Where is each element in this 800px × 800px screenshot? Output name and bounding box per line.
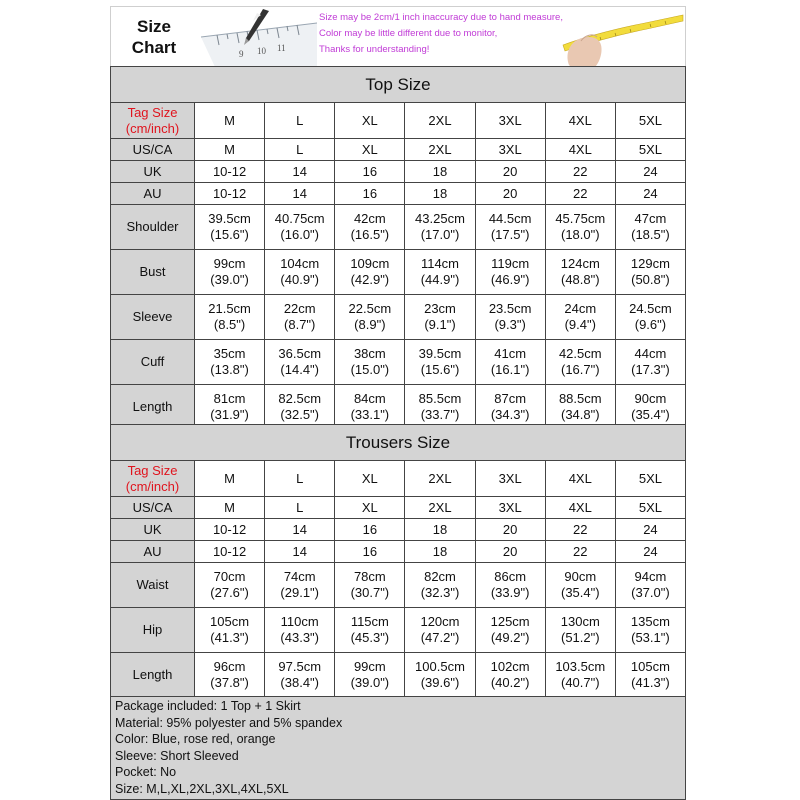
tag-size-label: Tag Size (cm/inch)	[111, 461, 195, 497]
size-value-cell: 40.75cm (16.0")	[265, 205, 335, 250]
size-value-cell: 96cm (37.8")	[195, 653, 265, 698]
size-value-cell: 16	[335, 183, 405, 205]
size-value-cell: 3XL	[475, 497, 545, 519]
size-value-cell: 20	[475, 161, 545, 183]
row-label: AU	[111, 541, 195, 563]
tag-size-label: Tag Size (cm/inch)	[111, 103, 195, 139]
size-chart-title	[111, 7, 197, 67]
size-value-cell: 23cm (9.1")	[405, 295, 475, 340]
measuring-tape-hand-illustration	[555, 7, 685, 67]
size-value-cell: 24	[615, 183, 685, 205]
size-value-cell: 114cm (44.9")	[405, 250, 475, 295]
size-value-cell: 22	[545, 541, 615, 563]
size-value-cell: 84cm (33.1")	[335, 385, 405, 430]
size-value-cell: 87cm (34.3")	[475, 385, 545, 430]
size-value-cell: 14	[265, 183, 335, 205]
size-value-cell: 20	[475, 183, 545, 205]
info-color: Color: Blue, rose red, orange	[115, 732, 276, 747]
size-value-cell: 105cm (41.3")	[615, 653, 685, 698]
size-chart-header	[110, 6, 686, 68]
size-value-cell: 16	[335, 519, 405, 541]
size-value-cell: 90cm (35.4")	[545, 563, 615, 608]
size-value-cell: 35cm (13.8")	[195, 340, 265, 385]
size-value-cell: M	[195, 139, 265, 161]
size-value-cell: 42.5cm (16.7")	[545, 340, 615, 385]
size-value-cell: 24cm (9.4")	[545, 295, 615, 340]
size-value-cell: 104cm (40.9")	[265, 250, 335, 295]
ruler-mark-9: 9	[239, 49, 244, 59]
info-sizes: Size: M,L,XL,2XL,3XL,4XL,5XL	[115, 781, 289, 796]
size-header-cell: XL	[335, 461, 405, 497]
size-value-cell: 18	[405, 519, 475, 541]
info-material: Material: 95% polyester and 5% spandex	[115, 715, 343, 730]
size-header-cell: M	[195, 461, 265, 497]
size-header-cell: 5XL	[615, 103, 685, 139]
size-header-cell: 3XL	[475, 461, 545, 497]
top-section-title: Top Size	[111, 67, 686, 103]
size-value-cell: 102cm (40.2")	[475, 653, 545, 698]
row-label: US/CA	[111, 139, 195, 161]
size-value-cell: 22	[545, 161, 615, 183]
size-value-cell: XL	[335, 139, 405, 161]
size-value-cell: 4XL	[545, 139, 615, 161]
size-value-cell: 16	[335, 161, 405, 183]
size-value-cell: 45.75cm (18.0")	[545, 205, 615, 250]
size-value-cell: 44cm (17.3")	[615, 340, 685, 385]
title-line-2: Chart	[131, 38, 177, 57]
size-value-cell: 18	[405, 541, 475, 563]
ruler-mark-10: 10	[257, 46, 266, 56]
size-value-cell: 82.5cm (32.5")	[265, 385, 335, 430]
size-value-cell: 10-12	[195, 519, 265, 541]
size-header-cell: 2XL	[405, 103, 475, 139]
size-header-cell: 3XL	[475, 103, 545, 139]
size-value-cell: 3XL	[475, 139, 545, 161]
size-value-cell: 110cm (43.3")	[265, 608, 335, 653]
size-value-cell: 90cm (35.4")	[615, 385, 685, 430]
title-line-1: Size	[136, 17, 172, 36]
trousers-section-title: Trousers Size	[111, 425, 686, 461]
size-value-cell: 129cm (50.8")	[615, 250, 685, 295]
size-header-cell: 2XL	[405, 461, 475, 497]
size-value-cell: 14	[265, 541, 335, 563]
size-value-cell: 125cm (49.2")	[475, 608, 545, 653]
row-label: UK	[111, 519, 195, 541]
size-value-cell: 105cm (41.3")	[195, 608, 265, 653]
size-value-cell: 115cm (45.3")	[335, 608, 405, 653]
size-value-cell: 23.5cm (9.3")	[475, 295, 545, 340]
size-header-cell: L	[265, 103, 335, 139]
row-label: Hip	[111, 608, 195, 653]
size-header-cell: 5XL	[615, 461, 685, 497]
size-value-cell: 21.5cm (8.5")	[195, 295, 265, 340]
size-value-cell: 20	[475, 519, 545, 541]
note-line: Thanks for understanding!	[319, 44, 430, 55]
size-value-cell: 81cm (31.9")	[195, 385, 265, 430]
size-value-cell: L	[265, 497, 335, 519]
size-value-cell: 18	[405, 183, 475, 205]
size-value-cell: 38cm (15.0")	[335, 340, 405, 385]
size-value-cell: 74cm (29.1")	[265, 563, 335, 608]
row-label: Sleeve	[111, 295, 195, 340]
info-sleeve: Sleeve: Short Sleeved	[115, 748, 239, 763]
size-value-cell: 47cm (18.5")	[615, 205, 685, 250]
row-label: Cuff	[111, 340, 195, 385]
row-label: AU	[111, 183, 195, 205]
size-value-cell: 24	[615, 541, 685, 563]
row-label: Shoulder	[111, 205, 195, 250]
size-value-cell: 10-12	[195, 161, 265, 183]
size-value-cell: 85.5cm (33.7")	[405, 385, 475, 430]
size-value-cell: 2XL	[405, 497, 475, 519]
size-value-cell: 24.5cm (9.6")	[615, 295, 685, 340]
size-value-cell: 14	[265, 519, 335, 541]
size-value-cell: 42cm (16.5")	[335, 205, 405, 250]
size-value-cell: 24	[615, 161, 685, 183]
size-value-cell: 135cm (53.1")	[615, 608, 685, 653]
size-value-cell: 100.5cm (39.6")	[405, 653, 475, 698]
row-label: Length	[111, 385, 195, 430]
size-value-cell: XL	[335, 497, 405, 519]
size-value-cell: 39.5cm (15.6")	[195, 205, 265, 250]
size-value-cell: 43.25cm (17.0")	[405, 205, 475, 250]
size-value-cell: L	[265, 139, 335, 161]
size-value-cell: 119cm (46.9")	[475, 250, 545, 295]
info-package: Package included: 1 Top + 1 Skirt	[115, 699, 301, 713]
size-value-cell: 5XL	[615, 497, 685, 519]
size-header-cell: M	[195, 103, 265, 139]
size-value-cell: 22cm (8.7")	[265, 295, 335, 340]
size-value-cell: 99cm (39.0")	[335, 653, 405, 698]
size-value-cell: 88.5cm (34.8")	[545, 385, 615, 430]
size-value-cell: M	[195, 497, 265, 519]
size-value-cell: 41cm (16.1")	[475, 340, 545, 385]
size-value-cell: 5XL	[615, 139, 685, 161]
size-value-cell: 10-12	[195, 541, 265, 563]
size-value-cell: 82cm (32.3")	[405, 563, 475, 608]
size-value-cell: 22	[545, 519, 615, 541]
size-value-cell: 22.5cm (8.9")	[335, 295, 405, 340]
size-value-cell: 22	[545, 183, 615, 205]
row-label: US/CA	[111, 497, 195, 519]
ruler-pen-illustration	[197, 7, 317, 67]
size-value-cell: 103.5cm (40.7")	[545, 653, 615, 698]
trousers-size-table	[110, 424, 686, 698]
size-header-cell: 4XL	[545, 461, 615, 497]
size-value-cell: 2XL	[405, 139, 475, 161]
row-label: Bust	[111, 250, 195, 295]
size-value-cell: 78cm (30.7")	[335, 563, 405, 608]
note-line: Color may be little different due to monitor,	[319, 28, 498, 39]
size-value-cell: 130cm (51.2")	[545, 608, 615, 653]
size-value-cell: 20	[475, 541, 545, 563]
size-value-cell: 24	[615, 519, 685, 541]
size-value-cell: 120cm (47.2")	[405, 608, 475, 653]
size-value-cell: 70cm (27.6")	[195, 563, 265, 608]
size-value-cell: 10-12	[195, 183, 265, 205]
info-pocket: Pocket: No	[115, 765, 177, 780]
row-label: Length	[111, 653, 195, 698]
ruler-mark-11: 11	[277, 43, 286, 53]
row-label: UK	[111, 161, 195, 183]
size-value-cell: 18	[405, 161, 475, 183]
size-value-cell: 44.5cm (17.5")	[475, 205, 545, 250]
size-value-cell: 99cm (39.0")	[195, 250, 265, 295]
size-value-cell: 124cm (48.8")	[545, 250, 615, 295]
row-label: Waist	[111, 563, 195, 608]
size-value-cell: 14	[265, 161, 335, 183]
product-info	[110, 696, 686, 800]
size-value-cell: 86cm (33.9")	[475, 563, 545, 608]
size-value-cell: 97.5cm (38.4")	[265, 653, 335, 698]
size-value-cell: 36.5cm (14.4")	[265, 340, 335, 385]
size-value-cell: 39.5cm (15.6")	[405, 340, 475, 385]
size-header-cell: L	[265, 461, 335, 497]
top-size-table	[110, 66, 686, 430]
size-value-cell: 16	[335, 541, 405, 563]
size-value-cell: 94cm (37.0")	[615, 563, 685, 608]
size-header-cell: 4XL	[545, 103, 615, 139]
size-value-cell: 4XL	[545, 497, 615, 519]
size-value-cell: 109cm (42.9")	[335, 250, 405, 295]
note-line: Size may be 2cm/1 inch inaccuracy due to hand measure,	[319, 12, 563, 23]
size-header-cell: XL	[335, 103, 405, 139]
